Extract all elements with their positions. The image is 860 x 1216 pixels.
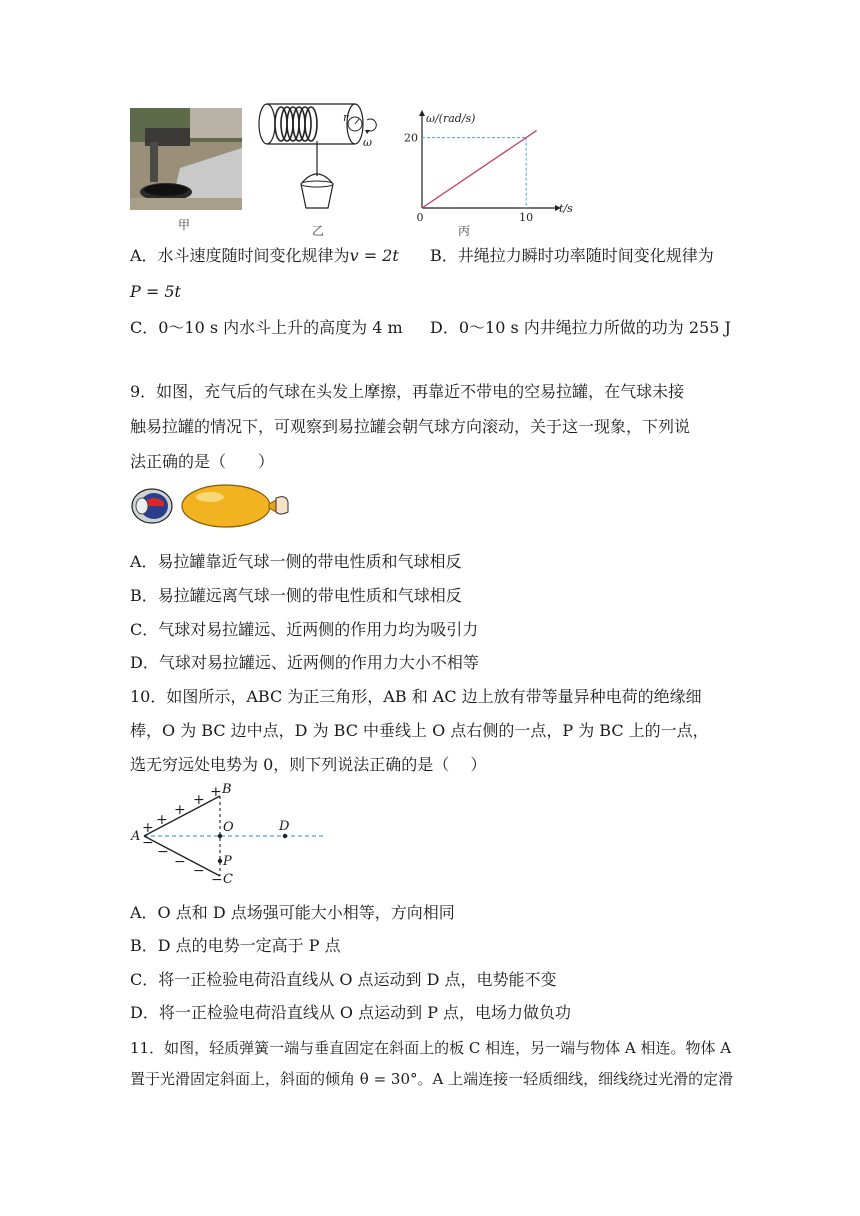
well-photo [130, 108, 242, 210]
point-label-b: B [222, 782, 232, 797]
minus-sign: − [142, 835, 154, 851]
q8-option-c: C．0～10 s 内水斗上升的高度为 4 m [130, 318, 403, 337]
q8-option-d: D．0～10 s 内井绳拉力所做的功为 255 J [430, 318, 731, 337]
plus-sign: + [174, 802, 186, 818]
point-label-p: P [223, 854, 232, 869]
x-tick-label: 10 [519, 211, 534, 224]
point-label-d: D [279, 819, 290, 834]
q11-stem-2: 置于光滑固定斜面上，斜面的倾角 θ = 30°。A 上端连接一轻质细线，细线绕过光滑的定滑 [130, 1070, 734, 1088]
minus-sign: − [174, 854, 186, 870]
caption-yi: 乙 [312, 224, 325, 238]
point-label-c: C [223, 872, 233, 887]
triangle-figure [128, 780, 338, 890]
q10-stem-2: 棒，O 为 BC 边中点，D 为 BC 中垂线上 O 点右侧的一点，P 为 BC 上的一点， [130, 721, 709, 740]
point-label-o: O [223, 820, 234, 835]
q11-stem-1: 11．如图，轻质弹簧一端与垂直固定在斜面上的板 C 相连，另一端与物体 A 相连。物体 A [130, 1039, 732, 1057]
q8-option-b: B．井绳拉力瞬时功率随时间变化规律为 [430, 246, 714, 265]
q9-stem-3: 法正确的是（ ） [130, 452, 275, 471]
x-tick-label: 0 [416, 211, 424, 224]
label-omega: ω [363, 136, 372, 149]
q10-option-d: D．将一正检验电荷沿直线从 O 点运动到 P 点，电场力做负功 [130, 1003, 572, 1022]
x-axis-label: t/s [559, 202, 573, 215]
q10-stem-1: 10．如图所示，ABC 为正三角形，AB 和 AC 边上放有带等量异种电荷的绝缘细 [130, 687, 702, 706]
plus-sign: + [193, 792, 205, 808]
y-axis-label: ω/(rad/s) [426, 112, 476, 125]
q10-option-b: B．D 点的电势一定高于 P 点 [130, 936, 341, 955]
caption-bing: 丙 [458, 224, 471, 238]
y-tick-label: 20 [404, 131, 418, 145]
q10-option-c: C．将一正检验电荷沿直线从 O 点运动到 D 点，电势能不变 [130, 970, 557, 989]
minus-sign: − [211, 872, 223, 888]
series-line [422, 131, 537, 208]
q9-option-c: C．气球对易拉罐远、近两侧的作用力均为吸引力 [130, 620, 479, 639]
point-label-a: A [131, 829, 141, 844]
plus-sign: + [142, 820, 154, 836]
q9-option-b: B．易拉罐远离气球一侧的带电性质和气球相反 [130, 586, 462, 605]
y-axis-arrow [419, 110, 425, 116]
plus-sign: + [156, 812, 168, 828]
label-r: r [343, 111, 349, 124]
omega-t-chart [400, 108, 573, 224]
q9-option-d: D．气球对易拉罐远、近两侧的作用力大小不相等 [130, 653, 479, 672]
minus-sign: − [157, 844, 169, 860]
q8-option-a: A．水斗速度随时间变化规律为v = 2t [130, 246, 399, 265]
q8-option-b-formula: P = 5t [130, 282, 181, 301]
q9-stem-2: 触易拉罐的情况下，可观察到易拉罐会朝气球方向滚动，关于这一现象，下列说 [130, 417, 691, 436]
drum-diagram [255, 100, 385, 220]
q9-stem-1: 9．如图，充气后的气球在头发上摩擦，再靠近不带电的空易拉罐，在气球未接 [130, 382, 685, 401]
plus-sign: + [210, 784, 222, 800]
caption-jia: 甲 [178, 218, 191, 232]
minus-sign: − [193, 863, 205, 879]
q10-option-a: A．O 点和 D 点场强可能大小相等，方向相同 [130, 903, 455, 922]
q10-stem-3: 选无穷远处电势为 0，则下列说法正确的是（ ） [130, 755, 487, 774]
balloon-can-figure [130, 482, 290, 530]
q9-option-a: A．易拉罐靠近气球一侧的带电性质和气球相反 [130, 552, 462, 571]
